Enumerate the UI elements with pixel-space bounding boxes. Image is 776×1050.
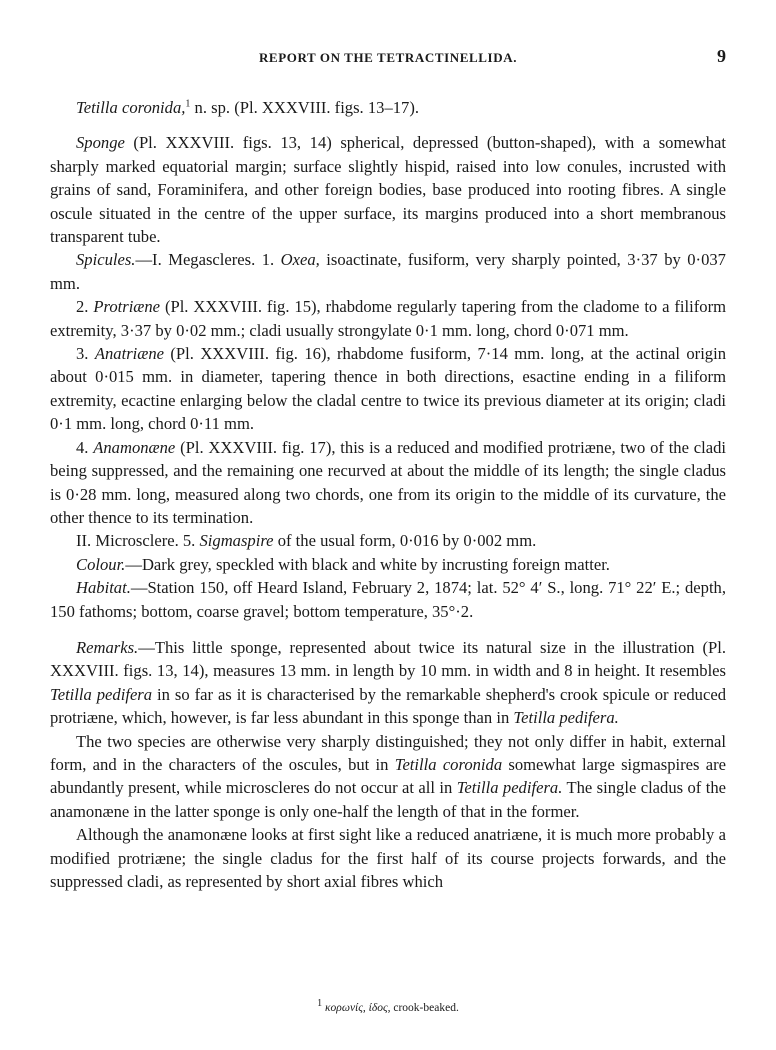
anatriaene-text: (Pl. XXXVIII. fig. 16), rhabdome fusiform, 7·14 mm. long, at the actinal origin about 0·015 mm. in diameter, tapering thence in both directions, esactine ending in a filiform extremity, ecactine enlarging below the cladal centre to twice its previous diameter at its origin; cladi 0·1 mm. long, chord 0·11 mm. — [50, 344, 727, 434]
oxea-label: Oxea, — [280, 250, 320, 270]
remarks-text-3: Although the anamonæne looks at first sight like a reduced anatriæne, it is much more probably a modified protriæne; the single cladus for the first half of its course projects forwards, and the suppressed cladi, as represented by short axial fibres which — [50, 825, 726, 891]
footnote-mark: 1 — [185, 98, 191, 110]
anamonaene-text: (Pl. XXXVIII. fig. 17), this is a reduced and modified protriæne, two of the cladi being suppressed, and the remaining one recurved at about the middle of its length; the single cladus is 0·28 mm. long, measured along two chords, one from its origin to the middle of its curvature, the other thence to its termination. — [50, 437, 727, 527]
sponge-paragraph — [50, 131, 726, 248]
remarks-species-2: Tetilla pedifera. — [513, 708, 619, 728]
anatriaene-number: 3. — [76, 344, 95, 364]
body-text — [50, 96, 726, 893]
anamonaene-label: Anamonæne — [93, 437, 176, 457]
running-title: REPORT ON THE TETRACTINELLIDA. — [258, 50, 518, 65]
species-heading — [50, 96, 726, 119]
habitat-text: —Station 150, off Heard Island, February 2, 1874; lat. 52° 4′ S., long. 71° 22′ E.; depth, 150 fathoms; bottom, coarse gravel; bottom temperature, 35°·2. — [50, 578, 726, 621]
sponge-label: Sponge — [76, 133, 125, 153]
remarks-text-2c: The single cladus of the anamonæne in the latter sponge is only one-half the length of that in the former. — [50, 778, 727, 821]
spicules-intro: —I. Megascleres. 1. — [135, 250, 281, 270]
microsclere-intro: II. Microsclere. 5. — [76, 531, 200, 551]
anamonaene-number: 4. — [76, 437, 94, 457]
colour-paragraph — [50, 553, 726, 576]
footnote-number: 1 — [317, 998, 323, 1010]
species-heading-rest: n. sp. (Pl. XXXVIII. figs. 13–17). — [190, 98, 420, 117]
remarks-paragraph-2 — [50, 730, 726, 824]
oxea-text: isoactinate, fusiform, very sharply pointed, 3·37 by 0·037 mm. — [50, 250, 726, 293]
sigmaspire-text: of the usual form, 0·016 by 0·002 mm. — [273, 531, 537, 551]
remarks-text-1a: —This little sponge, represented about twice its natural size in the illustration (Pl. XXXVIII. figs. 13, 14), measures 13 mm. in length by 10 mm. in width and 8 in height. It resembles — [50, 637, 726, 681]
anatriaene-paragraph — [50, 342, 726, 436]
sigmaspire-label: Sigmaspire — [199, 531, 274, 551]
spicules-label: Spicules. — [76, 250, 136, 270]
habitat-label: Habitat. — [76, 578, 131, 598]
habitat-paragraph — [50, 576, 726, 623]
sponge-text: (Pl. XXXVIII. figs. 13, 14) spherical, depressed (button-shaped), with a somewhat sharply marked equatorial margin; surface slightly hispid, raised into low conules, incrusted with grains of sand, Foraminifera, and other foreign bodies, base produced into rooting fibres. A single oscule situated in the centre of the upper surface, its margins produced into a short membranous transparent tube. — [50, 133, 726, 247]
footnote — [0, 998, 776, 1014]
species-name: Tetilla coronida, — [76, 98, 186, 117]
anamonaene-paragraph — [50, 436, 726, 530]
colour-text: —Dark grey, speckled with black and white by incrusting foreign matter. — [125, 554, 610, 574]
spicules-paragraph — [50, 248, 726, 295]
protriaene-paragraph — [50, 295, 726, 342]
footnote-text: crook-beaked. — [390, 1002, 459, 1014]
footnote-greek: κορωνίς, ίδος, — [322, 1002, 391, 1014]
remarks-text-2a: The two species are otherwise very sharply distinguished; they not only differ in habit, external form, and in the characters of the oscules, but in — [50, 731, 726, 774]
colour-label: Colour. — [76, 554, 126, 574]
remarks-paragraph-1 — [50, 636, 726, 730]
page-header — [50, 46, 726, 70]
remarks-species-4: Tetilla pedifera. — [456, 778, 563, 798]
remarks-label: Remarks. — [76, 637, 139, 657]
remarks-paragraph-3 — [50, 823, 726, 893]
remarks-text-1b: in so far as it is characterised by the remarkable shepherd's crook spicule or reduced protriæne, which, however, is far less abundant in this sponge than in — [50, 684, 726, 728]
remarks-species-1: Tetilla pedifera — [50, 684, 153, 704]
remarks-text-2b: somewhat large sigmaspires are abundantly present, while microscleres do not occur at all in — [50, 754, 726, 798]
anatriaene-label: Anatriæne — [94, 344, 164, 364]
remarks-species-3: Tetilla coronida — [394, 754, 503, 774]
protriaene-label: Protriæne — [93, 297, 161, 317]
protriaene-text: (Pl. XXXVIII. fig. 15), rhabdome regularly tapering from the cladome to a filiform extremity, 3·37 by 0·02 mm.; cladi usually strongylate 0·1 mm. long, chord 0·071 mm. — [50, 297, 727, 340]
microsclere-paragraph — [50, 529, 726, 552]
page-number: 9 — [717, 46, 726, 66]
protriaene-number: 2. — [76, 297, 94, 317]
